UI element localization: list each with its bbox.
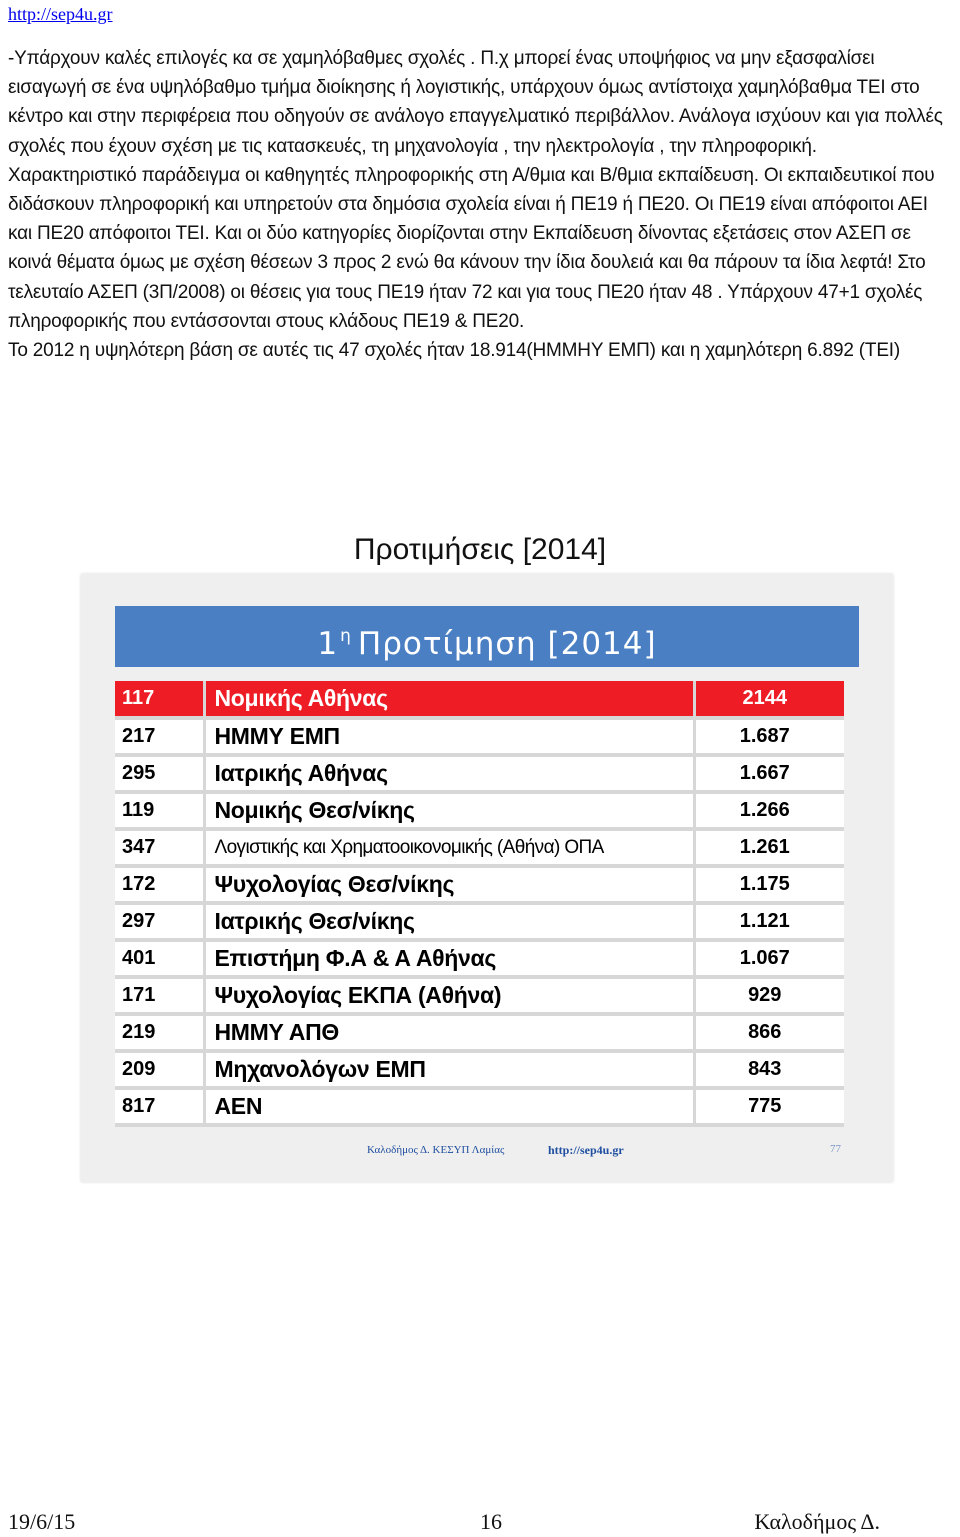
school-name: Επιστήμη Φ.Α & Α Αθήνας xyxy=(204,940,694,977)
table-row xyxy=(115,866,844,903)
preference-count: 1.261 xyxy=(694,829,844,866)
preference-count: 866 xyxy=(694,1014,844,1051)
school-name: Ψυχολογίας ΕΚΠΑ (Αθήνα) xyxy=(204,977,694,1014)
table-row xyxy=(115,940,844,977)
preference-count: 843 xyxy=(694,1051,844,1088)
paragraph: Χαρακτηριστικό παράδειγμα οι καθηγητές πληροφορικής στη Α/θμια και Β/θμια εκπαίδευση. Οι εκπαιδευτικοί που διδάσκουν πληροφορική και υπηρετούν στα δημόσια σχολεία είναι ή ΠΕ19 ή ΠΕ20. Οι ΠΕ19 είναι απόφοιτοι ΑΕΙ και ΠΕ20 απόφοιτοι ΤΕΙ. Και οι δύο κατηγορίες διορίζονται στην Εκπαίδευση δίνοντας εξετάσεις στον ΑΣΕΠ σε κοινά θέματα όμως με σχέση θέσεων 3 προς 2 ενώ θα κάνουν την ίδια δουλειά και θα πάρουν τα ίδια λεφτά! Στο τελευταίο ΑΣΕΠ (3Π/2008) οι θέσεις για τους ΠΕ19 ήταν 72 και για τους ΠΕ20 ήταν 48 . Υπάρχουν 47+1 σχολές πληροφορικής που εντάσσονται στους κλάδους ΠΕ19 & ΠΕ20. xyxy=(8,164,935,332)
preference-count: 929 xyxy=(694,977,844,1014)
school-code: 217 xyxy=(115,718,204,755)
header-link[interactable]: http://sep4u.gr xyxy=(8,4,113,24)
footer-author: Καλοδήμος Δ. xyxy=(754,1509,880,1534)
school-name: Μηχανολόγων ΕΜΠ xyxy=(204,1051,694,1088)
section-heading: Προτιμήσεις [2014] xyxy=(353,533,607,566)
slide-footer-url: http://sep4u.gr xyxy=(548,1143,624,1157)
slide-page-number: 77 xyxy=(830,1143,841,1155)
table-row xyxy=(115,829,844,866)
preference-count: 1.266 xyxy=(694,792,844,829)
school-code: 297 xyxy=(115,903,204,940)
school-name: Νομικής Αθήνας xyxy=(204,681,694,718)
school-name: ΗΜΜΥ ΕΜΠ xyxy=(204,718,694,755)
table-row xyxy=(115,792,844,829)
preference-count: 1.067 xyxy=(694,940,844,977)
school-name: Λογιστικής και Χρηματοοικονομικής (Αθήνα) ΟΠΑ xyxy=(204,829,694,866)
school-name: Νομικής Θεσ/νίκης xyxy=(204,792,694,829)
preference-count: 1.667 xyxy=(694,755,844,792)
table-row xyxy=(115,1014,844,1051)
school-code: 401 xyxy=(115,940,204,977)
school-code: 817 xyxy=(115,1088,204,1125)
slide-title-sup: η xyxy=(340,626,352,646)
paragraph: -Υπάρχουν καλές επιλογές κα σε χαμηλόβαθμες σχολές . Π.χ μπορεί ένας υποψήφιος να μην εξασφαλίσει εισαγωγή σε ένα υψηλόβαθμο τμήμα διοίκησης ή λογιστικής, υπάρχουν όμως αντίστοιχα χαμηλόβαθμα ΤΕΙ στο κέντρο και στην περιφέρεια που οδηγούν σε ανάλογο επαγγελματικό περιβάλλον. Ανάλογα ισχύουν και για πολλές σχολές που έχουν σχέση με τις κατασκευές, τη μηχανολογία , την ηλεκτρολογία , την πληροφορική. xyxy=(8,48,943,157)
table-row xyxy=(115,1088,844,1125)
school-code: 209 xyxy=(115,1051,204,1088)
slide-footer-author: Καλοδήμος Δ. ΚΕΣΥΠ Λαμίας xyxy=(367,1144,505,1156)
school-code: 117 xyxy=(115,681,204,718)
preference-count: 775 xyxy=(694,1088,844,1125)
table-row xyxy=(115,755,844,792)
preference-count: 1.121 xyxy=(694,903,844,940)
school-code: 347 xyxy=(115,829,204,866)
paragraph: Το 2012 η υψηλότερη βάση σε αυτές τις 47 σχολές ήταν 18.914(ΗΜΜΗΥ ΕΜΠ) και η χαμηλότερη 6.892 (ΤΕΙ) xyxy=(8,340,900,362)
preference-count: 1.687 xyxy=(694,718,844,755)
table-row xyxy=(115,977,844,1014)
slide-title xyxy=(115,606,859,667)
body-text xyxy=(8,44,956,365)
table-row xyxy=(115,681,844,718)
school-code: 219 xyxy=(115,1014,204,1051)
school-name: ΗΜΜΥ ΑΠΘ xyxy=(204,1014,694,1051)
table-row xyxy=(115,903,844,940)
table-row xyxy=(115,718,844,755)
school-name: Ιατρικής Αθήνας xyxy=(204,755,694,792)
slide-title-rest: Προτίμηση [2014] xyxy=(357,626,657,662)
table-row xyxy=(115,1051,844,1088)
ranking-table xyxy=(115,681,844,1127)
school-code: 171 xyxy=(115,977,204,1014)
school-code: 172 xyxy=(115,866,204,903)
footer-date: 19/6/15 xyxy=(8,1509,76,1534)
preference-count: 1.175 xyxy=(694,866,844,903)
embedded-slide-image xyxy=(81,574,893,1182)
school-code: 119 xyxy=(115,792,204,829)
footer-page-number: 16 xyxy=(480,1509,502,1534)
school-name: ΑΕΝ xyxy=(204,1088,694,1125)
slide-title-prefix: 1 xyxy=(317,626,339,662)
school-code: 295 xyxy=(115,755,204,792)
school-name: Ιατρικής Θεσ/νίκης xyxy=(204,903,694,940)
school-name: Ψυχολογίας Θεσ/νίκης xyxy=(204,866,694,903)
preference-count: 2144 xyxy=(694,681,844,718)
